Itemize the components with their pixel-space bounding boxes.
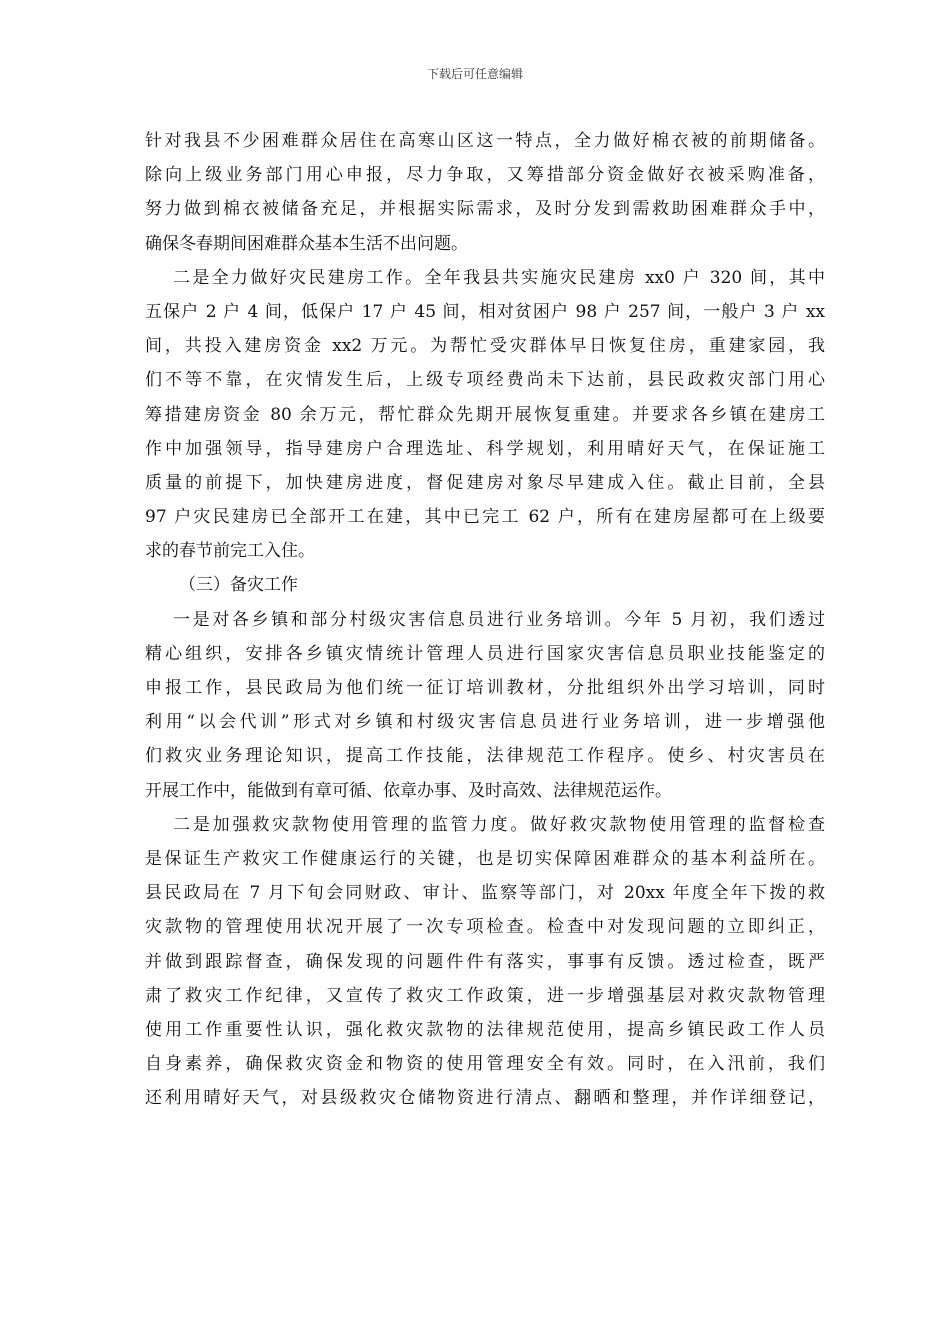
text-line: 针对我县不少困难群众居住在高寒山区这一特点，全力做好棉衣被的前期储备。 [145, 131, 825, 151]
text-line: 确保冬春期间困难群众基本生活不出问题。 [145, 233, 468, 254]
text-line: 们救灾业务理论知识，提高工作技能，法律规范工作程序。使乡、村灾害员在 [145, 746, 825, 767]
text-line: 使用工作重要性认识，强化救灾款物的法律规范使用，提高乡镇民政工作人员 [145, 1019, 825, 1040]
text-line: 筹措建房资金 80 余万元，帮忙群众先期开展恢复重建。并要求各乡镇在建房工 [145, 404, 825, 425]
paragraph-start-line: 二是全力做好灾民建房工作。全年我县共实施灾民建房 xx0 户 320 间，其中 [173, 267, 825, 288]
text-line: 五保户 2 户 4 间，低保户 17 户 45 间，相对贫困户 98 户 257 间，一般户 3 户 xx [145, 301, 825, 322]
text-line: 是保证生产救灾工作健康运行的关键，也是切实保障困难群众的基本利益所在。 [145, 848, 825, 869]
page-header: 下载后可任意编辑 [426, 67, 523, 81]
text-line: 求的春节前完工入住。 [145, 541, 315, 562]
text-line: 利用“以会代训”形式对乡镇和村级灾害信息员进行业务培训，进一步增强他 [145, 712, 825, 733]
section-heading: （三）备灾工作 [179, 575, 298, 596]
text-line: 肃了救灾工作纪律，又宣传了救灾工作政策，进一步增强基层对救灾款物管理 [145, 985, 825, 1006]
text-line: 们不等不靠，在灾情发生后，上级专项经费尚未下达前，县民政救灾部门用心 [145, 370, 825, 391]
text-line: 努力做到棉衣被储备充足，并根据实际需求，及时分发到需救助困难群众手中， [145, 199, 825, 220]
text-line: 县民政局在 7 月下旬会同财政、审计、监察等部门，对 20xx 年度全年下拨的救 [145, 883, 825, 904]
text-line: 间，共投入建房资金 xx2 万元。为帮忙受灾群体早日恢复住房，重建家园，我 [145, 336, 825, 357]
text-line: 自身素养，确保救灾资金和物资的使用管理安全有效。同时，在入汛前，我们 [145, 1054, 825, 1075]
text-line: 申报工作，县民政局为他们统一征订培训教材，分批组织外出学习培训，同时 [145, 678, 825, 698]
paragraph-start-line: 一是对各乡镇和部分村级灾害信息员进行业务培训。今年 5 月初，我们透过 [173, 609, 825, 630]
paragraph-start-line: 二是加强救灾款物使用管理的监管力度。做好救灾款物使用管理的监督检查 [173, 814, 825, 835]
text-line: 作中加强领导，指导建房户合理选址、科学规划，利用晴好天气，在保证施工 [145, 438, 825, 459]
text-line: 并做到跟踪督查，确保发现的问题件件有落实，事事有反馈。透过检查，既严 [145, 951, 825, 972]
document-body [145, 124, 825, 1115]
text-line: 除向上级业务部门用心申报，尽力争取，又筹措部分资金做好衣被采购准备， [145, 165, 825, 186]
text-line: 还利用晴好天气，对县级救灾仓储物资进行清点、翻晒和整理，并作详细登记， [145, 1088, 825, 1109]
text-line: 精心组织，安排各乡镇灾情统计管理人员进行国家灾害信息员职业技能鉴定的 [145, 643, 825, 664]
text-line: 开展工作中，能做到有章可循、依章办事、及时高效、法律规范运作。 [145, 780, 672, 801]
text-line: 97 户灾民建房已全部开工在建，其中已完工 62 户，所有在建房屋都可在上级要 [145, 507, 825, 528]
text-line: 质量的前提下，加快建房进度，督促建房对象尽早建成入住。截止目前，全县 [145, 472, 825, 493]
text-line: 灾款物的管理使用状况开展了一次专项检查。检查中对发现问题的立即纠正， [145, 917, 825, 938]
